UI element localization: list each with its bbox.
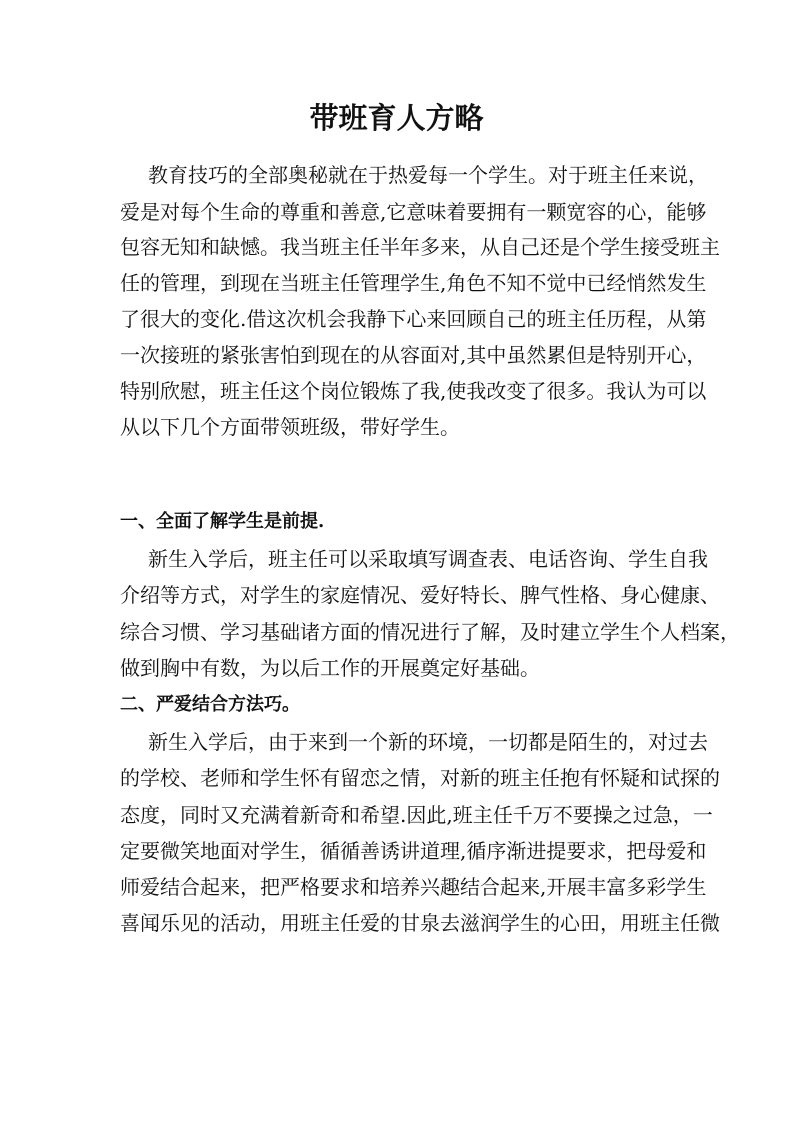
- paragraph-line: 一次接班的紧张害怕到现在的从容面对,其中虽然累但是特别开心，: [120, 343, 707, 367]
- paragraph-line: 包容无知和缺憾。我当班主任半年多来，从自己还是个学生接受班主: [120, 235, 720, 259]
- paragraph-line: 喜闻乐见的活动，用班主任爱的甘泉去滋润学生的心田，用班主任微: [120, 911, 720, 935]
- paragraph-line: 定要微笑地面对学生，循循善诱讲道理,循序渐进提要求，把母爱和: [120, 839, 707, 863]
- paragraph-line: 师爱结合起来，把严格要求和培养兴趣结合起来,开展丰富多彩学生: [120, 875, 707, 899]
- paragraph-line: 爱是对每个生命的尊重和善意,它意味着要拥有一颗宽容的心，能够: [120, 200, 707, 224]
- section-heading: 一、全面了解学生是前提.: [120, 511, 325, 532]
- paragraph-line: 教育技巧的全部奥秘就在于热爱每一个学生。对于班主任来说，: [148, 163, 708, 187]
- paragraph-line: 介绍等方式，对学生的家庭情况、爱好特长、脾气性格、身心健康、: [120, 583, 720, 607]
- paragraph-line: 的学校、老师和学生怀有留恋之情，对新的班主任抱有怀疑和试探的: [120, 766, 720, 790]
- paragraph-line: 做到胸中有数，为以后工作的开展奠定好基础。: [120, 656, 540, 680]
- section-heading: 二、严爱结合方法巧。: [120, 694, 300, 715]
- paragraph-line: 任的管理，到现在当班主任管理学生,角色不知不觉中已经悄然发生: [120, 271, 707, 295]
- paragraph-line: 特别欣慰，班主任这个岗位锻炼了我,使我改变了很多。我认为可以: [120, 379, 707, 403]
- paragraph-line: 了很大的变化.借这次机会我静下心来回顾自己的班主任历程，从第: [120, 307, 707, 331]
- paragraph-line: 从以下几个方面带领班级，带好学生。: [120, 415, 460, 439]
- paragraph-line: 新生入学后，班主任可以采取填写调查表、电话咨询、学生自我: [148, 547, 708, 571]
- paragraph-line: 新生入学后，由于来到一个新的环境，一切都是陌生的，对过去: [148, 730, 708, 754]
- paragraph-line: 态度，同时又充满着新奇和希望.因此,班主任千万不要操之过急，一: [120, 803, 713, 827]
- document-title: 带班育人方略: [309, 101, 484, 135]
- paragraph-line: 综合习惯、学习基础诸方面的情况进行了解，及时建立学生个人档案，: [120, 620, 740, 644]
